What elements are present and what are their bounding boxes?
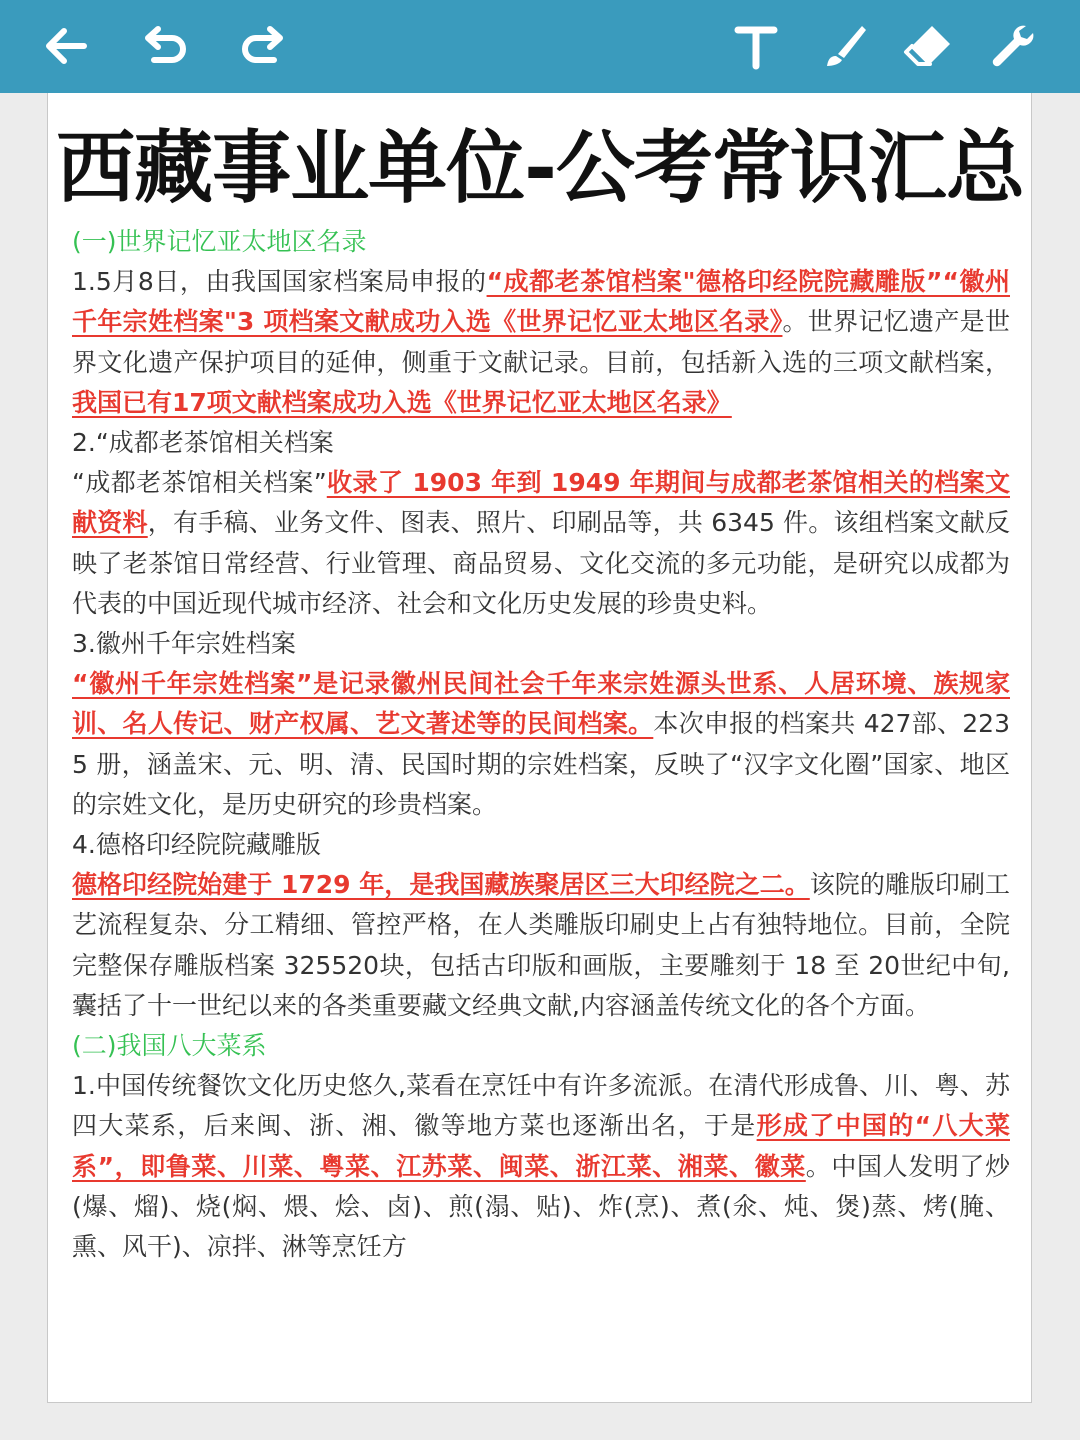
highlighted-text: “成都老茶馆档案"德格印经院院藏雕版”“徽州千年宗姓档案"3 项档案文献成功入选《世界记忆亚太地区名录》 — [72, 267, 1010, 337]
paragraph-dege-printing — [72, 865, 1010, 1026]
page-title: 西藏事业单位-公考常识汇总 — [56, 122, 1024, 214]
highlighted-text: “徽州千年宗姓档案”是记录徽州民间社会千年来宗姓源头世系、人居环境、族规家训、名人传记、财产权属、艺文著述等的民间档案。 — [72, 669, 1010, 739]
text-tool-button[interactable] — [724, 14, 788, 78]
paragraph-item-1 — [72, 262, 1010, 423]
paragraph-text: 。中国人发明了炒(爆、熘)、烧(焖、煨、烩、卤)、煎(溻、贴)、炸(烹)、煮(氽、炖、煲)蒸、烤(腌、熏、风干)、凉拌、淋等烹饪方 — [72, 1151, 1010, 1262]
subheading-dege-printing: 4.德格印经院院藏雕版 — [72, 830, 321, 860]
redo-button[interactable] — [230, 14, 294, 78]
document-body — [72, 222, 1010, 1267]
wrench-icon — [986, 20, 1038, 72]
redo-icon — [236, 20, 288, 72]
paragraph-huizhou-clan — [72, 664, 1010, 825]
settings-tool-button[interactable] — [980, 14, 1044, 78]
paragraph-cuisines — [72, 1066, 1010, 1267]
highlighted-text: 收录了 1903 年到 1949 年期间与成都老茶馆相关的档案文献资料 — [72, 468, 1010, 538]
brush-icon — [818, 20, 870, 72]
section-heading-cuisines: (二)我国八大菜系 — [72, 1031, 267, 1061]
undo-button[interactable] — [134, 14, 198, 78]
brush-tool-button[interactable] — [812, 14, 876, 78]
section-heading-memory-of-world: (一)世界记忆亚太地区名录 — [72, 227, 367, 256]
paragraph-chengdu-teahouse — [72, 463, 1010, 624]
editor-toolbar — [0, 0, 1080, 93]
back-arrow-icon — [40, 20, 92, 72]
paragraph-text: ，有手稿、业务文件、图表、照片、印刷品等，共 6345 件。该组档案文献反映了老茶馆日常经营、行业管理、商品贸易、文化交流的多元功能，是研究以成都为代表的中国近现代城市经济、社会和文化历史发展的珍贵史料。 — [72, 508, 1010, 618]
paragraph-text: 该院的雕版印刷工艺流程复杂、分工精细、管控严格，在人类雕版印刷史上占有独特地位。目前，全院完整保存雕版档案 325520块，包括古印版和画版，主要雕刻于 18 至 20世纪中旬,囊括了十一世纪以来的各类重要藏文经典文献,内容涵盖传统文化的各个方面。 — [72, 870, 1010, 1020]
highlighted-text: 我国已有17项文献档案成功入选《世界记忆亚太地区名录》 — [72, 387, 732, 417]
eraser-icon — [902, 20, 954, 72]
undo-icon — [140, 20, 192, 72]
subheading-chengdu-teahouse: 2.“成都老茶馆相关档案 — [72, 428, 334, 458]
highlighted-text: 德格印经院始建于 1729 年，是我国藏族聚居区三大印经院之二。 — [72, 870, 810, 900]
paragraph-text: “成都老茶馆相关档案” — [72, 468, 327, 498]
paragraph-text: 。世界记忆遗产是世界文化遗产保护项目的延伸，侧重于文献记录。目前，包括新入选的三项文献档案， — [72, 307, 1010, 377]
paragraph-text: 1.5月8日，由我国国家档案局申报的 — [72, 267, 487, 297]
text-tool-icon — [730, 20, 782, 72]
back-button[interactable] — [34, 14, 98, 78]
paragraph-text: 本次申报的档案共 427部、2235 册，涵盖宋、元、明、清、民国时期的宗姓档案，反映了“汉字文化圈”国家、地区的宗姓文化，是历史研究的珍贵档案。 — [72, 709, 1010, 819]
subheading-huizhou-clan: 3.徽州千年宗姓档案 — [72, 629, 296, 659]
highlighted-text: 形成了中国的“八大菜系”，即鲁菜、川菜、粤菜、江苏菜、闽菜、浙江菜、湘菜、徽菜 — [72, 1111, 1010, 1181]
eraser-tool-button[interactable] — [896, 14, 960, 78]
paragraph-text: 1.中国传统餐饮文化历史悠久,菜看在烹饪中有许多流派。在清代形成鲁、川、粤、苏四大菜系，后来闽、浙、湘、徽等地方菜也逐渐出名，于是 — [72, 1071, 1010, 1141]
